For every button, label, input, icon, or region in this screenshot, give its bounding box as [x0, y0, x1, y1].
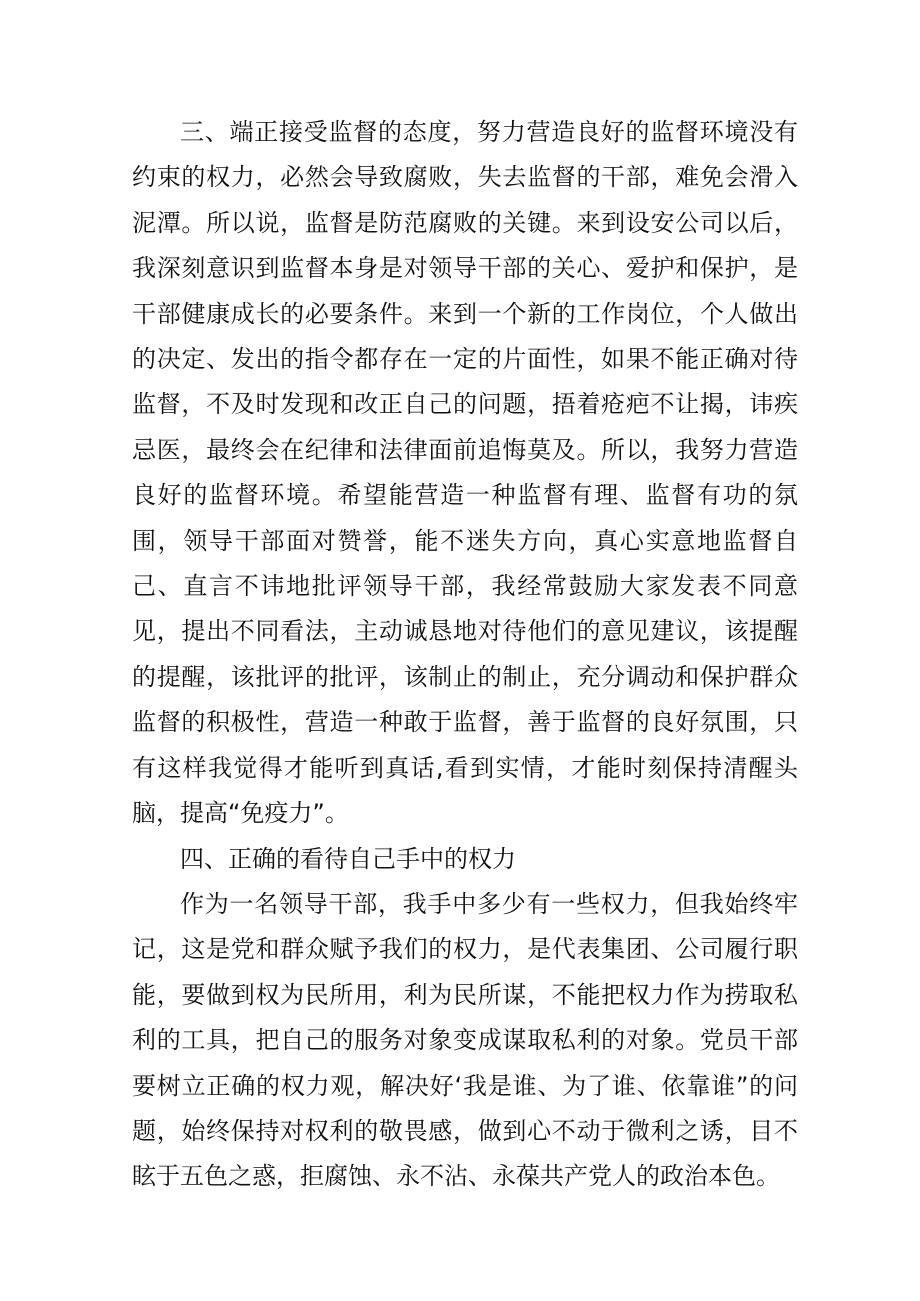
paragraph-power: 作为一名领导干部，我手中多少有一些权力，但我始终牢记，这是党和群众赋予我们的权力，是代表集团、公司履行职能，要做到权为民所用，利为民所谋，不能把权力作为捞取私利的工具，把自己的服务对象变成谋取私利的对象。党员干部要树立正确的权力观，解决好‘我是谁、为了谁、依靠谁”的问题，始终保持对权利的敬畏感，做到心不动于微利之诱，目不眩于五色之惑，拒腐蚀、永不沾、永葆共产党人的政治本色。 — [132, 889, 798, 1191]
paragraph-supervision: 三、端正接受监督的态度，努力营造良好的监督环境没有约束的权力，必然会导致腐败，失去监督的干部，难免会滑入泥潭。所以说，监督是防范腐败的关键。来到设安公司以后，我深刻意识到监督本身是对领导干部的关心、爱护和保护，是干部健康成长的必要条件。来到一个新的工作岗位，个人做出的决定、发出的指令都存在一定的片面性，如果不能正确对待监督，不及时发现和改正自己的问题，捂着疮疤不让揭，讳疾忌医，最终会在纪律和法律面前追悔莫及。所以，我努力营造良好的监督环境。希望能营造一种监督有理、监督有功的氛围，领导干部面对赞誉，能不迷失方向，真心实意地监督自己、直言不讳地批评领导干部，我经常鼓励大家发表不同意见，提出不同看法，主动诚恳地对待他们的意见建议，该提醒的提醒，该批评的批评，该制止的制止，充分调动和保护群众监督的积极性，营造一种敢于监督，善于监督的良好氛围，只有这样我觉得才能听到真话,看到实情，才能时刻保持清醒头脑，提高“免疫力”。 — [132, 118, 798, 828]
section-heading-power: 四、正确的看待自己手中的权力 — [180, 844, 516, 873]
document-body — [132, 110, 798, 1200]
